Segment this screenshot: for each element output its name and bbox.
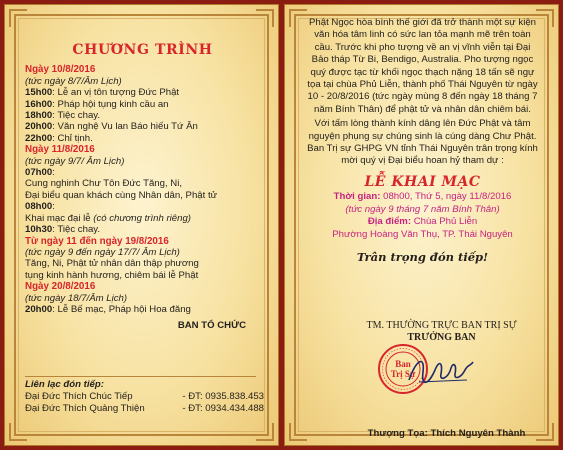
schedule-text: Pháp hội tụng kinh cầu an [57, 98, 169, 110]
frame-corner [289, 9, 307, 27]
contact-heading: Liên lạc đón tiếp: [25, 379, 104, 390]
schedule-text: Chỉ tịnh. [57, 132, 93, 144]
event-place [307, 216, 538, 228]
program-panel [4, 4, 279, 446]
schedule-note: (có chương trình riêng) [93, 212, 191, 224]
frame-corner [256, 423, 274, 441]
event-lunar-date [307, 204, 538, 216]
time-lunar: (tức ngày 9 tháng 7 năm Bính Thân) [345, 203, 500, 215]
schedule-time: 15h00 [25, 87, 53, 99]
schedule-text: Tiệc chay. [57, 110, 101, 122]
schedule-text: Khai mạc đại lễ [25, 212, 91, 224]
contact-row [25, 403, 264, 415]
schedule-date: Ngày 20/8/2016 [25, 281, 96, 293]
schedule-text: Cung nghinh Chư Tôn Đức Tăng, Ni, [25, 178, 183, 190]
schedule-item: 20h00: Văn nghệ Vu lan Báo hiếu Tứ Ân [25, 121, 198, 133]
event-address: Phường Hoàng Văn Thụ, TP. Thái Nguyên [332, 228, 513, 240]
contact-row [25, 391, 264, 403]
invitation-content [307, 17, 538, 263]
event-time [307, 191, 538, 203]
schedule-time: 10h30 [25, 224, 53, 236]
schedule-time: 08h00 [25, 201, 53, 213]
schedule-item: 18h00: Tiệc chay. [25, 110, 101, 122]
schedule-item: 15h00: Lễ an vị tôn tượng Đức Phật [25, 87, 180, 99]
contact-name: Đại Đức Thích Chúc Tiếp [25, 391, 133, 402]
time-value: 08h00, Thứ 5, ngày 11/8/2016 [383, 191, 512, 203]
divider [25, 376, 256, 377]
program-content [25, 42, 260, 332]
frame-corner [9, 423, 27, 441]
contact-phone[interactable]: - ĐT: 0935.838.453 [182, 391, 264, 402]
seal-text: Ban [395, 359, 411, 369]
schedule-text: Lễ an vị tôn tượng Đức Phật [57, 87, 180, 99]
schedule-lunar-date: (tức ngày 8/7/Âm Lịch) [25, 75, 122, 87]
signature-org: TM. THƯỜNG TRỰC BAN TRỊ SỰ [366, 320, 517, 331]
schedule-item [25, 213, 260, 224]
schedule-time: 16h00 [25, 98, 53, 110]
time-label: Thời gian: [333, 191, 381, 203]
signature-role: TRƯỞNG BAN [407, 332, 476, 343]
schedule-lunar-date: (tức ngày 9/7/ Âm Lịch) [25, 155, 125, 167]
schedule-time: 07h00 [25, 167, 53, 179]
seal-text: Trị Sự [390, 369, 416, 379]
signer-name: Thích Nguyên Thành [430, 428, 526, 439]
schedule-time: 22h00 [25, 132, 53, 144]
schedule-text: Tăng, Ni, Phật tử nhân dân thập phương [25, 258, 199, 270]
program-title: CHƯƠNG TRÌNH [72, 42, 213, 58]
handwritten-signature [405, 350, 477, 390]
schedule-lunar-date: (tức ngày 18/7/Âm Lịch) [25, 292, 128, 304]
schedule-date: Ngày 11/8/2016 [25, 144, 95, 156]
schedule-date: Từ ngày 11 đến ngày 19/8/2016 [25, 235, 169, 247]
intro-paragraph: Phật Ngọc hòa bình thế giới đã trở thành một sự kiện văn hóa tâm linh có sức lan tỏa mạnh mẽ trên toàn cầu. Trước khi pho tượng về an vị vĩnh viễn tại Đại Bảo tháp Từ Bi, Bendigo, Australia. Pho tượng ngọc quý được tạc từ khối ngọc thạch nặng 18 tấn sẽ ngự tọa tại chùa Phủ Liễn, thành phố Thái Nguyên từ ngày 10 - 20/8/2016 (tức ngày mùng 8 đến ngày 18 tháng 7 năm Bính Thân) để phật tử và nhân dân chiêm bái. [307, 17, 538, 115]
schedule-time: 18h00 [25, 110, 53, 122]
signer [345, 428, 548, 439]
welcome-text: Trân trọng đón tiếp! [356, 249, 489, 264]
event-title: LỄ KHAI MẠC [364, 173, 481, 190]
frame-corner [256, 9, 274, 27]
schedule-text: Tiệc chay. [57, 224, 101, 236]
invitation-panel [284, 4, 559, 446]
signer-title: Thượng Tọa: [367, 428, 428, 439]
place-value: Chùa Phủ Liễn [413, 216, 478, 228]
place-label: Địa điểm: [367, 216, 412, 228]
signature-block [335, 320, 548, 344]
frame-corner [9, 9, 27, 27]
contact-block [25, 379, 264, 415]
organizing-committee: BAN TỔ CHỨC [177, 320, 246, 332]
schedule-lunar-date: (tức ngày 9 đến ngày 17/7/ Âm Lịch) [25, 246, 180, 258]
schedule-text: Văn nghệ Vu lan Báo hiếu Tứ Ân [57, 121, 198, 133]
schedule-time: 20h00 [25, 121, 53, 133]
schedule-time: 20h00 [25, 303, 53, 315]
contact-phone[interactable]: - ĐT: 0934.434.488 [182, 403, 264, 414]
schedule-item: 08h00: [25, 201, 55, 213]
invitation-paragraph: Với tấm lòng thành kính dâng lên Đức Phật và tâm nguyện phụng sự chúng sinh là cúng dàng Chư Phật. Ban Trị sự GHPG VN tỉnh Thái Nguyên trân trọng kính mời quý vị Đại biểu hoan hỷ tham dự : [307, 118, 538, 167]
schedule-date: Ngày 10/8/2016 [25, 64, 96, 76]
schedule-item: 22h00: Chỉ tịnh. [25, 132, 93, 144]
schedule-text: Lễ Bế mạc, Pháp hội Hoa đăng [57, 303, 191, 315]
schedule-item: 16h00: Pháp hội tụng kinh cầu an [25, 98, 169, 110]
schedule-item: 07h00: [25, 167, 55, 179]
frame-corner [289, 423, 307, 441]
schedule-text: Đại biểu quan khách cùng Nhân dân, Phật tử [25, 189, 218, 201]
frame-corner [536, 9, 554, 27]
schedule-item: 20h00: Lễ Bế mạc, Pháp hội Hoa đăng [25, 303, 191, 315]
contact-name: Đại Đức Thích Quảng Thiện [25, 403, 145, 414]
schedule-item: 10h30: Tiệc chay. [25, 224, 101, 236]
schedule-text: tụng kinh hành hương, chiêm bái lễ Phật [25, 269, 199, 281]
